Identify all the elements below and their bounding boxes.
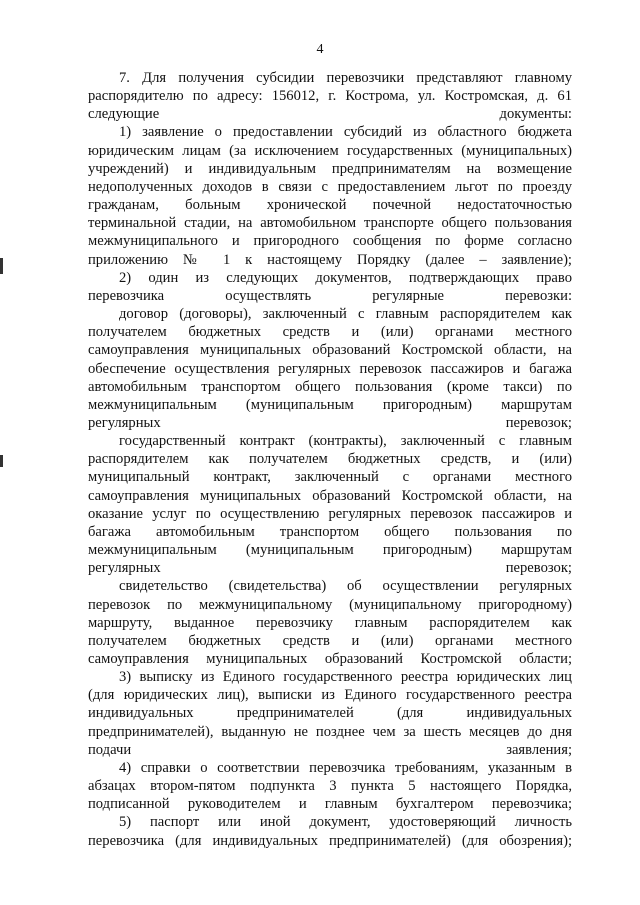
paragraph-item-7: 7. Для получения субсидии перевозчики представляют главному распорядителю по адресу: 156012, г. Кострома, ул. Костромская, д. 61 следующие документы: xyxy=(88,70,572,123)
paragraph-state-contract: государственный контракт (контракты), заключенный с главным распорядителем как получателем бюджетных средств, и (или) муниципальный контракт, заключенный с органами местного самоуправления муниципальных образований Костромской области, на оказание услуг по осуществлению регулярных перевозок пассажиров и багажа автомобильным транспортом общего пользования по межмуниципальным (муниципальным пригородным) маршрутам регулярных перевозок; xyxy=(88,433,572,577)
paragraph-contract-agreement: договор (договоры), заключенный с главным распорядителем как получателем бюджетных средств и (или) органами местного самоуправления муниципальных образований Костромской области, на обеспечение осуществления регулярных перевозок пассажиров и багажа автомобильным транспортом общего пользования (кроме такси) по межмуниципальным (муниципальным пригородным) маршрутам регулярных перевозок; xyxy=(88,306,572,431)
paragraph-subitem-5: 5) паспорт или иной документ, удостоверяющий личность перевозчика (для индивидуальных предпринимателей) (для обозрения); xyxy=(88,814,572,849)
scan-edge-mark xyxy=(0,455,3,467)
scan-edge-mark xyxy=(0,258,3,274)
paragraph-subitem-1: 1) заявление о предоставлении субсидий из областного бюджета юридическим лицам (за исключением государственных (муниципальных) учреждений) и индивидуальным предпринимателям на возмещение недополученных доходов в связи с предоставлением льгот по проезду гражданам, больным хронической почечной недостаточностью терминальной стадии, на автомобильном транспорте общего пользования межмуниципального и пригородного сообщения по форме согласно приложению № 1 к настоящему Порядку (далее – заявление); xyxy=(88,124,572,268)
page-number: 4 xyxy=(316,42,324,57)
paragraph-subitem-4: 4) справки о соответствии перевозчика требованиям, указанным в абзацах втором-пятом подпункта 3 пункта 5 настоящего Порядка, подписанной руководителем и главным бухгалтером перевозчика; xyxy=(88,759,572,813)
paragraph-certificate: свидетельство (свидетельства) об осуществлении регулярных перевозок по межмуниципальному (муниципальному пригородному) маршруту, выданное перевозчику главным распорядителем как получателем бюджетных средств и (или) органами местного самоуправления муниципальных образований Костромской области; xyxy=(88,578,572,667)
paragraph-subitem-3: 3) выписку из Единого государственного реестра юридических лиц (для юридических лиц), выписки из Единого государственного реестра индивидуальных предпринимателей (для индивидуальных предпринимателей), выданную не позднее чем за шесть месяцев до дня подачи заявления; xyxy=(88,669,572,758)
document-body xyxy=(88,69,572,850)
paragraph-subitem-2: 2) один из следующих документов, подтверждающих право перевозчика осуществлять регулярные перевозки: xyxy=(88,269,572,304)
